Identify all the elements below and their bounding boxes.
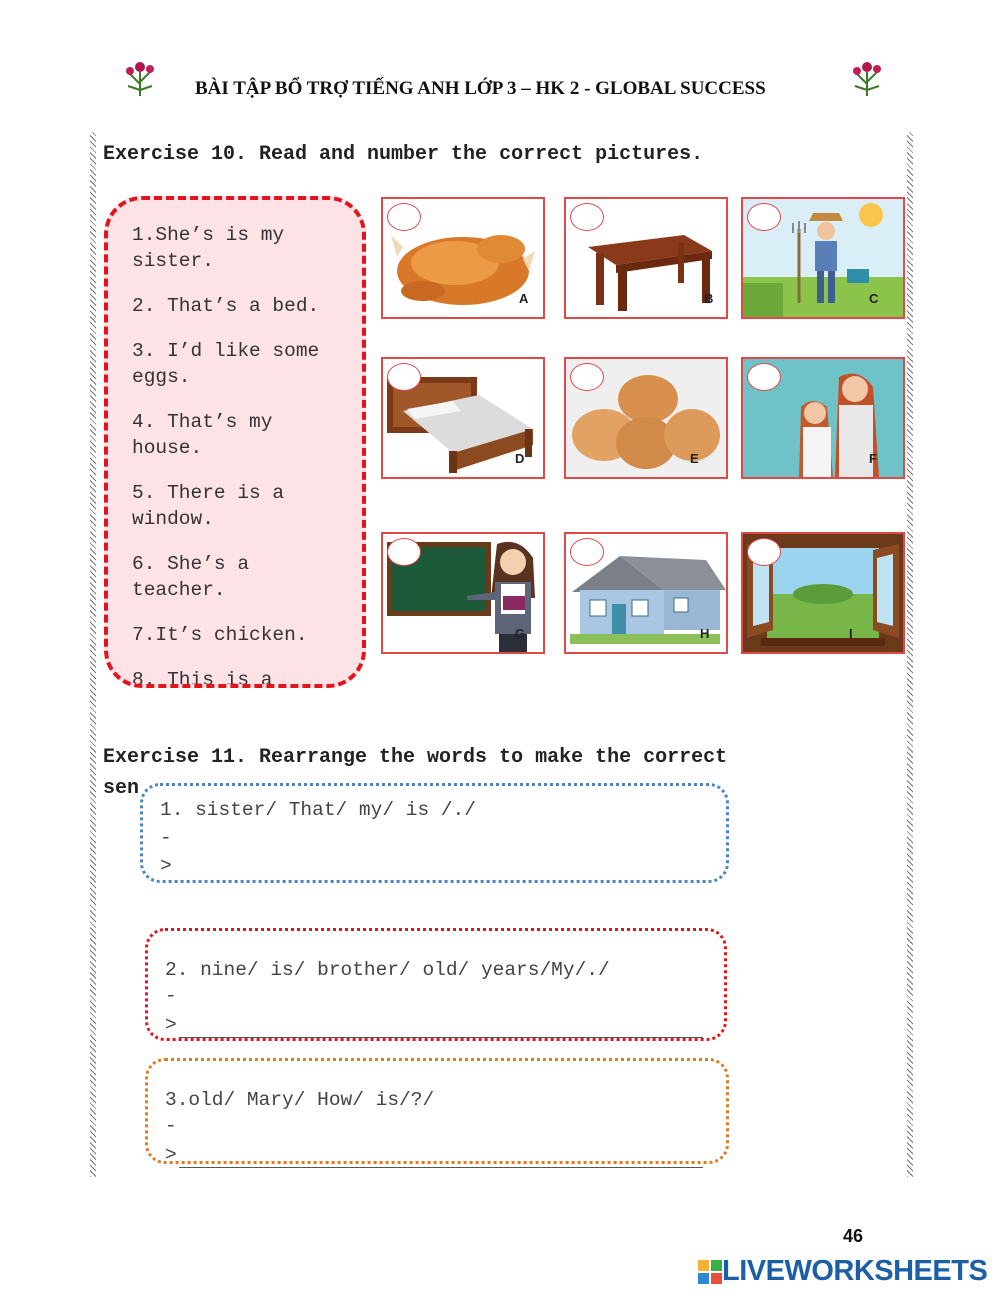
question-3-arrow: > — [165, 1144, 177, 1166]
sentence-item: 2. That’s a bed. — [132, 295, 320, 317]
exercise-11-title: Exercise 11. Rearrange the words to make the correct — [103, 746, 728, 769]
picture-letter: I — [849, 626, 853, 641]
picture-g-answer-circle[interactable] — [387, 538, 421, 566]
picture-g — [381, 532, 545, 654]
question-2-answer-input[interactable] — [179, 1015, 703, 1038]
sentence-list — [132, 222, 352, 688]
question-1-prompt: 1. sister/ That/ my/ is /./ — [160, 799, 476, 821]
picture-i — [741, 532, 905, 654]
sentence-item: 8. This is a — [132, 669, 273, 688]
sentence-item: 5. There is a window. — [132, 482, 285, 530]
picture-c — [741, 197, 905, 319]
sentence-item: 1.She’s is my sister. — [132, 224, 285, 272]
question-1-arrow: > — [160, 855, 172, 877]
picture-d-answer-circle[interactable] — [387, 363, 421, 391]
exercise-11-title-continuation: sen — [103, 777, 140, 800]
picture-letter: G — [515, 626, 526, 641]
question-3-dash: - — [165, 1115, 177, 1137]
question-2-box — [145, 928, 727, 1041]
picture-h — [564, 532, 728, 654]
flower-decoration-right-icon — [847, 58, 887, 98]
sentence-item: 6. She’s a teacher. — [132, 553, 250, 601]
picture-c-answer-circle[interactable] — [747, 203, 781, 231]
picture-a — [381, 197, 545, 319]
sentence-item: 4. That’s my house. — [132, 411, 273, 459]
question-2-dash: - — [165, 985, 177, 1007]
picture-letter: E — [690, 451, 699, 466]
picture-h-answer-circle[interactable] — [570, 538, 604, 566]
picture-d — [381, 357, 545, 479]
picture-f — [741, 357, 905, 479]
sentence-list-box — [104, 196, 366, 688]
picture-e-answer-circle[interactable] — [570, 363, 604, 391]
question-2-prompt: 2. nine/ is/ brother/ old/ years/My/./ — [165, 959, 610, 981]
page-border-left — [90, 132, 96, 1177]
picture-letter: B — [704, 291, 714, 306]
exercise-10-title: Exercise 10. Read and number the correct pictures. — [103, 143, 704, 166]
question-3-answer-input[interactable] — [179, 1145, 703, 1168]
question-1-box — [140, 783, 729, 883]
question-1-dash: - — [160, 827, 172, 849]
flower-decoration-left-icon — [120, 58, 160, 98]
picture-e — [564, 357, 728, 479]
page-number: 46 — [843, 1226, 864, 1246]
picture-b — [564, 197, 728, 319]
question-3-prompt: 3.old/ Mary/ How/ is/?/ — [165, 1089, 435, 1111]
picture-a-answer-circle[interactable] — [387, 203, 421, 231]
picture-letter: A — [519, 291, 529, 306]
page-border-right — [907, 132, 913, 1177]
liveworksheets-grid-icon — [698, 1260, 722, 1284]
picture-i-answer-circle[interactable] — [747, 538, 781, 566]
liveworksheets-brand-text: LIVEWORKSHEETS — [722, 1255, 988, 1287]
question-2-arrow: > — [165, 1014, 177, 1036]
sentence-item: 3. I’d like some eggs. — [132, 340, 320, 388]
liveworksheets-logo[interactable] — [698, 1255, 987, 1288]
picture-f-answer-circle[interactable] — [747, 363, 781, 391]
header-title: BÀI TẬP BỔ TRỢ TIẾNG ANH LỚP 3 – HK 2 - GLOBAL SUCCESS — [195, 78, 766, 99]
picture-letter: D — [515, 451, 525, 466]
picture-letter: H — [700, 626, 710, 641]
question-3-box — [145, 1058, 729, 1164]
picture-letter: C — [869, 291, 879, 306]
sentence-item: 7.It’s chicken. — [132, 624, 308, 646]
picture-b-answer-circle[interactable] — [570, 203, 604, 231]
picture-letter: F — [869, 451, 877, 466]
